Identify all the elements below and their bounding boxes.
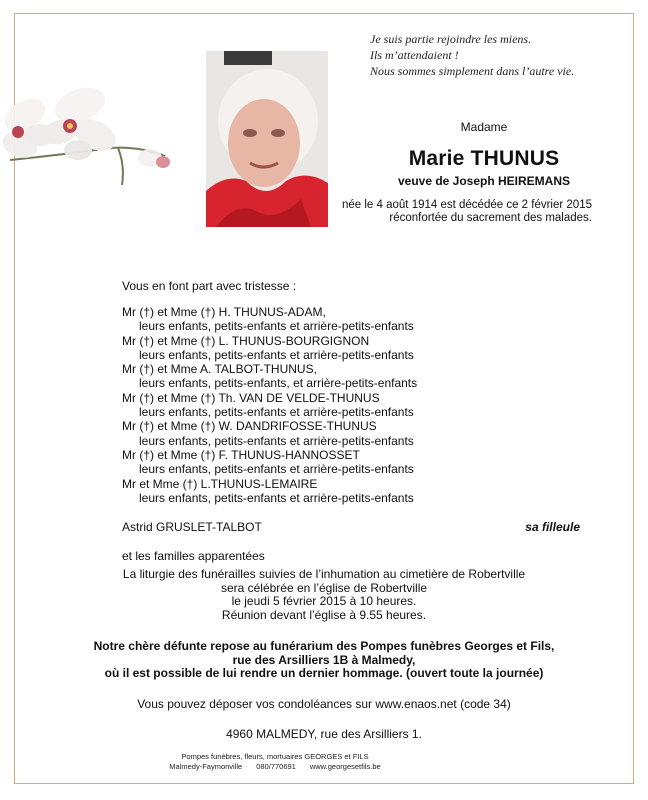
poem-line: Je suis partie rejoindre les miens. bbox=[370, 32, 532, 46]
poem-line: Ils m’attendaient ! bbox=[370, 48, 459, 62]
family-descendants: leurs enfants, petits-enfants et arrière-petits-enfants bbox=[139, 405, 414, 420]
condolences-note: Vous pouvez déposer vos condoléances sur www.enaos.net (code 34) bbox=[137, 697, 511, 711]
liturgy-info bbox=[40, 568, 608, 622]
family-member: Mr (†) et Mme A. TALBOT-THUNUS, bbox=[122, 362, 317, 377]
funeral-home-line: Notre chère défunte repose au funérarium des Pompes funèbres Georges et Fils, bbox=[93, 639, 555, 653]
birth-death-dates: née le 4 août 1914 est décédée ce 2 février 2015 bbox=[342, 199, 592, 211]
family-descendants: leurs enfants, petits-enfants et arrière-petits-enfants bbox=[139, 347, 414, 362]
family-list bbox=[122, 305, 417, 505]
related-families: et les familles apparentées bbox=[122, 549, 265, 563]
family-descendants: leurs enfants, petits-enfants et arrière-petits-enfants bbox=[139, 490, 414, 505]
address: 4960 MALMEDY, rue des Arsilliers 1. bbox=[226, 727, 422, 741]
sacrament-note: réconfortée du sacrement des malades. bbox=[389, 212, 592, 224]
godchild-role: sa filleule bbox=[525, 520, 580, 534]
orchid-image bbox=[0, 60, 215, 210]
deceased-name: Marie THUNUS bbox=[408, 147, 560, 170]
funeral-home-info bbox=[40, 640, 608, 681]
family-member: Mr (†) et Mme (†) F. THUNUS-HANNOSSET bbox=[122, 447, 360, 462]
announcement-intro: Vous en font part avec tristesse : bbox=[122, 279, 297, 293]
footer-company: Pompes funèbres, fleurs, mortuaires GEORGES et FILS bbox=[181, 752, 369, 761]
godchild-name: Astrid GRUSLET-TALBOT bbox=[122, 520, 262, 534]
family-descendants: leurs enfants, petits-enfants et arrière-petits-enfants bbox=[139, 319, 414, 334]
funeral-home-line: rue des Arsilliers 1B à Malmedy, bbox=[232, 652, 416, 667]
liturgy-line: Réunion devant l’église à 9.55 heures. bbox=[221, 607, 427, 622]
footer-phone: 080/770691 bbox=[256, 761, 296, 771]
family-descendants: leurs enfants, petits-enfants, et arrière-petits-enfants bbox=[139, 376, 418, 391]
liturgy-line: le jeudi 5 février 2015 à 10 heures. bbox=[231, 594, 417, 609]
poem bbox=[370, 31, 574, 79]
family-member: Mr (†) et Mme (†) H. THUNUS-ADAM, bbox=[122, 305, 326, 319]
family-descendants: leurs enfants, petits-enfants et arrière-petits-enfants bbox=[139, 462, 414, 477]
liturgy-line: sera célébrée en l’église de Robertville bbox=[220, 580, 428, 595]
family-member: Mr (†) et Mme (†) Th. VAN DE VELDE-THUNUS bbox=[122, 390, 380, 405]
liturgy-line: La liturgie des funérailles suivies de l’inhumation au cimetière de Robertville bbox=[122, 567, 526, 581]
family-member: Mr (†) et Mme (†) W. DANDRIFOSSE-THUNUS bbox=[122, 419, 377, 434]
honorific: Madame bbox=[460, 120, 508, 134]
family-member: Mr (†) et Mme (†) L. THUNUS-BOURGIGNON bbox=[122, 333, 370, 348]
funeral-home-line: où il est possible de lui rendre un dernier hommage. (ouvert toute la journée) bbox=[104, 666, 544, 681]
footer bbox=[150, 752, 400, 771]
footer-website: www.georgesetfils.be bbox=[309, 761, 381, 771]
family-member: Mr et Mme (†) L.THUNUS-LEMAIRE bbox=[122, 476, 318, 491]
footer-town: Malmedy-Faymonville bbox=[169, 761, 243, 771]
portrait-photo bbox=[206, 51, 328, 227]
poem-line: Nous sommes simplement dans l’autre vie. bbox=[370, 64, 575, 78]
widow-of: veuve de Joseph HEIREMANS bbox=[397, 174, 571, 188]
family-descendants: leurs enfants, petits-enfants et arrière-petits-enfants bbox=[139, 433, 414, 448]
